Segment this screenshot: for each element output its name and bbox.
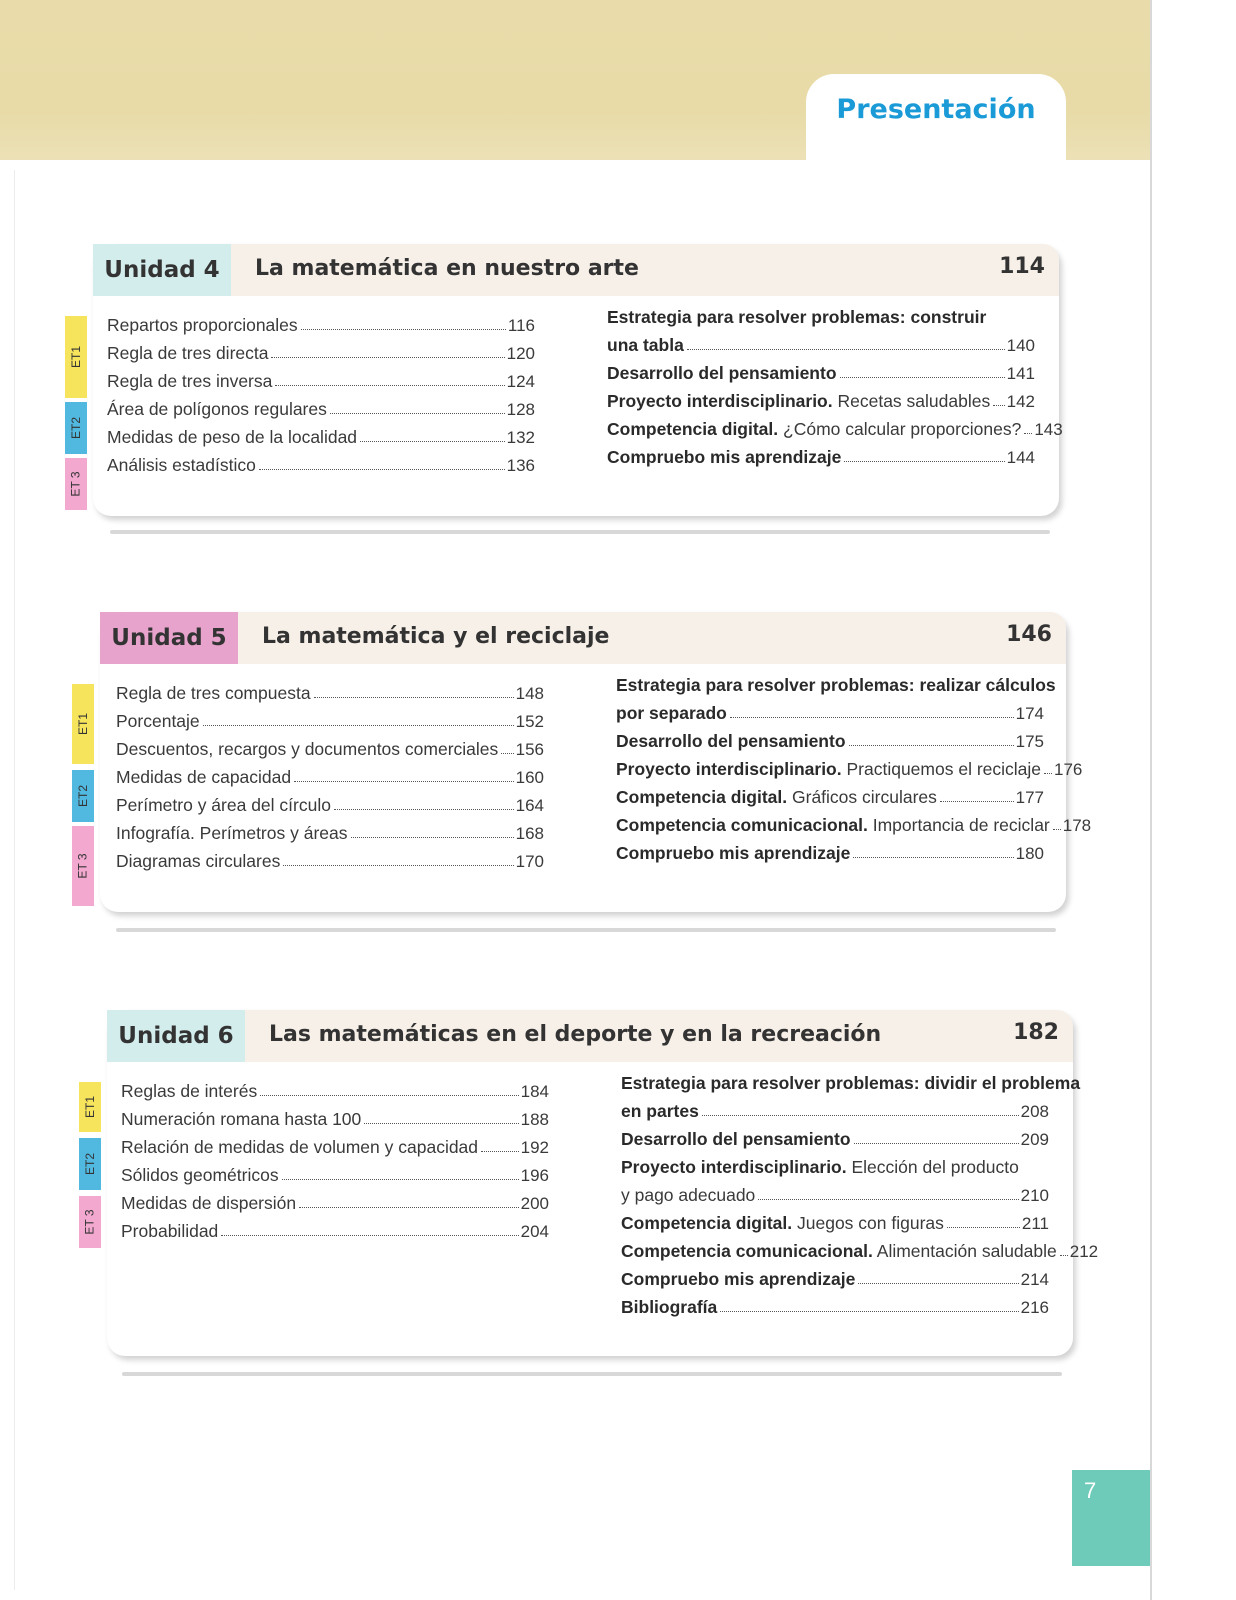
entry-page: 132 <box>506 428 535 447</box>
entry-title <box>616 675 1056 696</box>
toc-entry <box>616 836 1044 864</box>
unit-title: Las matemáticas en el deporte y en la recreación <box>269 1022 882 1047</box>
unit-label: Unidad 5 <box>100 612 238 664</box>
toc-entry <box>621 1262 1049 1290</box>
entry-title <box>616 731 846 752</box>
entry-page: 214 <box>1020 1270 1049 1289</box>
entry-page: 174 <box>1015 704 1044 723</box>
dot-leader <box>283 865 513 866</box>
card-shadow <box>116 928 1056 932</box>
entry-title <box>616 703 727 724</box>
entry-page: 200 <box>520 1194 549 1213</box>
toc-entry <box>616 696 1044 724</box>
page-edge <box>1150 0 1152 1600</box>
entry-title-bold: Competencia comunicacional. <box>616 815 868 835</box>
toc-entry <box>607 300 1035 328</box>
toc-entry <box>607 412 1063 440</box>
entry-title-bold: Competencia digital. <box>616 787 788 807</box>
toc-entry <box>621 1122 1049 1150</box>
stage-tab-et3 <box>65 458 87 510</box>
entry-title-bold: Estrategia para resolver problemas: dividir el problema <box>621 1073 1081 1093</box>
card-shadow <box>110 530 1050 534</box>
card-shadow <box>122 1372 1062 1376</box>
left-column <box>116 676 544 872</box>
unit-page-number: 146 <box>1006 622 1052 647</box>
toc-entry <box>121 1102 549 1130</box>
entry-page: 142 <box>1006 392 1035 411</box>
toc-entry <box>116 788 544 816</box>
entry-title-text: Juegos con figuras <box>792 1213 944 1233</box>
entry-title <box>621 1213 944 1234</box>
entry-title <box>607 447 841 468</box>
stage-label: ET 3 <box>69 471 83 497</box>
entry-title: Perímetro y área del círculo <box>116 795 331 815</box>
entry-title-text: ¿Cómo calcular proporciones? <box>778 419 1022 439</box>
entry-title: Diagramas circulares <box>116 851 281 871</box>
toc-entry <box>107 420 535 448</box>
toc-entry <box>116 676 544 704</box>
dot-leader <box>203 725 514 726</box>
entry-title <box>621 1241 1057 1262</box>
entry-page: 152 <box>515 712 544 731</box>
entry-title: Probabilidad <box>121 1221 219 1241</box>
entry-title-text: Alimentación saludable <box>872 1241 1057 1261</box>
entry-title <box>616 815 1050 836</box>
entry-title: Análisis estadístico <box>107 455 256 475</box>
entry-page: 212 <box>1069 1242 1099 1261</box>
entry-title: Porcentaje <box>116 711 200 731</box>
entry-page: 143 <box>1034 420 1063 439</box>
page-title: Presentación <box>836 94 1036 125</box>
entry-title <box>621 1073 1080 1094</box>
dot-leader <box>275 385 504 386</box>
toc-entry <box>607 328 1035 356</box>
toc-entry <box>621 1066 1081 1094</box>
entry-page: 192 <box>520 1138 549 1157</box>
stage-label: ET 3 <box>76 853 90 879</box>
entry-title-text: Recetas saludables <box>832 391 991 411</box>
entry-title: Medidas de capacidad <box>116 767 292 787</box>
entry-title: Regla de tres directa <box>107 343 269 363</box>
entry-page: 188 <box>520 1110 549 1129</box>
toc-entry <box>616 808 1092 836</box>
entry-title <box>621 1185 755 1206</box>
toc-entry <box>116 732 544 760</box>
toc-entry <box>107 336 535 364</box>
entry-title-bold: Compruebo mis aprendizaje <box>616 843 851 863</box>
entry-title-bold: Bibliografía <box>621 1297 718 1317</box>
dot-leader <box>351 837 514 838</box>
dot-leader <box>314 697 514 698</box>
entry-title: Infografía. Perímetros y áreas <box>116 823 348 843</box>
dot-leader <box>1044 773 1052 774</box>
entry-title <box>607 335 684 356</box>
entry-title <box>616 843 850 864</box>
toc-entry <box>616 724 1044 752</box>
entry-title-bold: Proyecto interdisciplinario. <box>607 391 833 411</box>
entry-title <box>616 787 937 808</box>
toc-entry <box>621 1094 1049 1122</box>
entry-title-bold: Desarrollo del pensamiento <box>621 1129 851 1149</box>
toc-entry <box>107 308 535 336</box>
dot-leader <box>687 349 1005 350</box>
entry-page: 164 <box>515 796 544 815</box>
entry-title: Numeración romana hasta 100 <box>121 1109 362 1129</box>
entry-page: 178 <box>1062 816 1092 835</box>
dot-leader <box>330 413 505 414</box>
dot-leader <box>1024 433 1032 434</box>
dot-leader <box>334 809 514 810</box>
dot-leader <box>702 1115 1019 1116</box>
stage-tab-et3 <box>72 826 94 906</box>
toc-entry <box>621 1290 1049 1318</box>
entry-title-text: Importancia de reciclar <box>867 815 1050 835</box>
entry-title-bold: por separado <box>616 703 727 723</box>
header-tab <box>806 74 1066 160</box>
entry-page: 176 <box>1054 760 1083 779</box>
dot-leader <box>260 1095 518 1096</box>
dot-leader <box>940 801 1014 802</box>
toc-entry <box>607 356 1035 384</box>
entry-title-bold: Compruebo mis aprendizaje <box>621 1269 856 1289</box>
entry-page: 177 <box>1015 788 1044 807</box>
unit-page-number: 182 <box>1013 1020 1059 1045</box>
stage-label: ET2 <box>69 416 84 440</box>
entry-title-bold: Competencia digital. <box>607 419 779 439</box>
dot-leader <box>849 745 1014 746</box>
entry-title <box>607 363 837 384</box>
stage-tab-et2 <box>65 402 87 454</box>
entry-title: Relación de medidas de volumen y capacidad <box>121 1137 479 1157</box>
dot-leader <box>758 1199 1018 1200</box>
entry-page: 136 <box>506 456 535 475</box>
unit-label: Unidad 6 <box>107 1010 245 1062</box>
right-column <box>607 300 1063 468</box>
dot-leader <box>481 1151 519 1152</box>
right-column <box>621 1066 1099 1318</box>
entry-title: Sólidos geométricos <box>121 1165 279 1185</box>
entry-title: Descuentos, recargos y documentos comerciales <box>116 739 499 759</box>
entry-page: 124 <box>506 372 535 391</box>
entry-page: 175 <box>1015 732 1044 751</box>
toc-entry <box>621 1150 1049 1178</box>
stage-tab-et3 <box>79 1196 101 1248</box>
entry-page: 196 <box>520 1166 549 1185</box>
entry-page: 184 <box>520 1082 549 1101</box>
entry-page: 210 <box>1020 1186 1049 1205</box>
dot-leader <box>858 1283 1018 1284</box>
toc-entry <box>121 1158 549 1186</box>
stage-label: ET1 <box>69 345 84 369</box>
entry-page: 148 <box>515 684 544 703</box>
entry-page: 160 <box>515 768 544 787</box>
toc-entry <box>107 364 535 392</box>
entry-page: 204 <box>520 1222 549 1241</box>
entry-title: Reglas de interés <box>121 1081 258 1101</box>
stage-tab-et2 <box>79 1138 101 1190</box>
entry-page: 211 <box>1021 1214 1049 1233</box>
entry-page: 120 <box>506 344 535 363</box>
left-column <box>121 1074 549 1242</box>
entry-title <box>616 759 1041 780</box>
unit-title: La matemática y el reciclaje <box>262 624 610 649</box>
dot-leader <box>221 1235 518 1236</box>
toc-entry <box>621 1178 1049 1206</box>
entry-page: 168 <box>515 824 544 843</box>
stage-label: ET2 <box>83 1152 98 1176</box>
entry-page: 209 <box>1020 1130 1049 1149</box>
entry-title-bold: Compruebo mis aprendizaje <box>607 447 842 467</box>
dot-leader <box>271 357 504 358</box>
toc-entry <box>107 392 535 420</box>
entry-title-text: y pago adecuado <box>621 1185 756 1205</box>
entry-page: 144 <box>1006 448 1035 467</box>
dot-leader <box>501 753 513 754</box>
dot-leader <box>730 717 1014 718</box>
dot-leader <box>720 1311 1018 1312</box>
entry-title-bold: Estrategia para resolver problemas: realizar cálculos <box>616 675 1056 695</box>
entry-title-bold: en partes <box>621 1101 699 1121</box>
page-number-tab <box>1072 1470 1150 1566</box>
dot-leader <box>993 405 1004 406</box>
toc-entry <box>616 752 1083 780</box>
unit-title: La matemática en nuestro arte <box>255 256 639 281</box>
entry-title <box>607 307 986 328</box>
page-number: 7 <box>1084 1478 1097 1503</box>
entry-title-bold: Competencia digital. <box>621 1213 793 1233</box>
entry-page: 216 <box>1020 1298 1049 1317</box>
entry-title <box>621 1129 851 1150</box>
dot-leader <box>1053 829 1061 830</box>
stage-tab-et1 <box>65 316 87 398</box>
entry-title-bold: Desarrollo del pensamiento <box>607 363 837 383</box>
stage-label: ET1 <box>83 1095 98 1119</box>
entry-page: 141 <box>1006 364 1035 383</box>
stage-tab-et2 <box>72 770 94 822</box>
entry-title: Medidas de peso de la localidad <box>107 427 358 447</box>
stage-label: ET1 <box>76 712 91 736</box>
entry-title-bold: una tabla <box>607 335 684 355</box>
entry-title <box>607 419 1021 440</box>
entry-page: 128 <box>506 400 535 419</box>
stage-tab-et1 <box>79 1082 101 1132</box>
toc-entry <box>121 1074 549 1102</box>
entry-page: 180 <box>1015 844 1044 863</box>
stage-label: ET2 <box>76 784 91 808</box>
unit-page-number: 114 <box>999 254 1045 279</box>
toc-entry <box>121 1130 549 1158</box>
dot-leader <box>259 469 505 470</box>
left-column <box>107 308 535 476</box>
toc-entry <box>616 668 1056 696</box>
dot-leader <box>854 1143 1019 1144</box>
stage-tab-et1 <box>72 684 94 764</box>
dot-leader <box>360 441 505 442</box>
entry-page: 140 <box>1006 336 1035 355</box>
dot-leader <box>301 329 506 330</box>
stage-label: ET 3 <box>83 1209 97 1235</box>
entry-title-bold: Proyecto interdisciplinario. <box>621 1157 847 1177</box>
toc-entry <box>107 448 535 476</box>
entry-title-text: Gráficos circulares <box>787 787 937 807</box>
unit-label: Unidad 4 <box>93 244 231 296</box>
entry-title: Regla de tres compuesta <box>116 683 311 703</box>
entry-title: Repartos proporcionales <box>107 315 298 335</box>
entry-page: 208 <box>1020 1102 1049 1121</box>
toc-entry <box>607 384 1035 412</box>
toc-entry <box>116 760 544 788</box>
dot-leader <box>282 1179 519 1180</box>
toc-entry <box>116 844 544 872</box>
entry-page: 170 <box>515 852 544 871</box>
entry-title: Regla de tres inversa <box>107 371 273 391</box>
entry-title-bold: Desarrollo del pensamiento <box>616 731 846 751</box>
toc-entry <box>621 1206 1049 1234</box>
entry-title-text: Practiquemos el reciclaje <box>841 759 1042 779</box>
toc-entry <box>621 1234 1099 1262</box>
entry-title <box>621 1297 717 1318</box>
left-edge-line <box>14 170 15 1590</box>
entry-title: Medidas de dispersión <box>121 1193 297 1213</box>
entry-title <box>621 1157 1019 1178</box>
dot-leader <box>853 857 1013 858</box>
entry-title-bold: Competencia comunicacional. <box>621 1241 873 1261</box>
entry-title <box>607 391 990 412</box>
dot-leader <box>947 1227 1020 1228</box>
dot-leader <box>299 1207 519 1208</box>
dot-leader <box>1060 1255 1068 1256</box>
toc-entry <box>121 1214 549 1242</box>
entry-page: 156 <box>515 740 544 759</box>
entry-title <box>621 1101 699 1122</box>
dot-leader <box>844 461 1004 462</box>
dot-leader <box>364 1123 518 1124</box>
dot-leader <box>294 781 514 782</box>
right-column <box>616 668 1092 864</box>
entry-title <box>621 1269 855 1290</box>
dot-leader <box>840 377 1005 378</box>
toc-entry <box>116 816 544 844</box>
toc-entry <box>607 440 1035 468</box>
entry-title-text: Elección del producto <box>846 1157 1019 1177</box>
toc-entry <box>616 780 1044 808</box>
toc-entry <box>116 704 544 732</box>
toc-entry <box>121 1186 549 1214</box>
entry-title: Área de polígonos regulares <box>107 399 327 419</box>
entry-page: 116 <box>507 316 535 335</box>
entry-title-bold: Proyecto interdisciplinario. <box>616 759 842 779</box>
entry-title-bold: Estrategia para resolver problemas: construir <box>607 307 987 327</box>
